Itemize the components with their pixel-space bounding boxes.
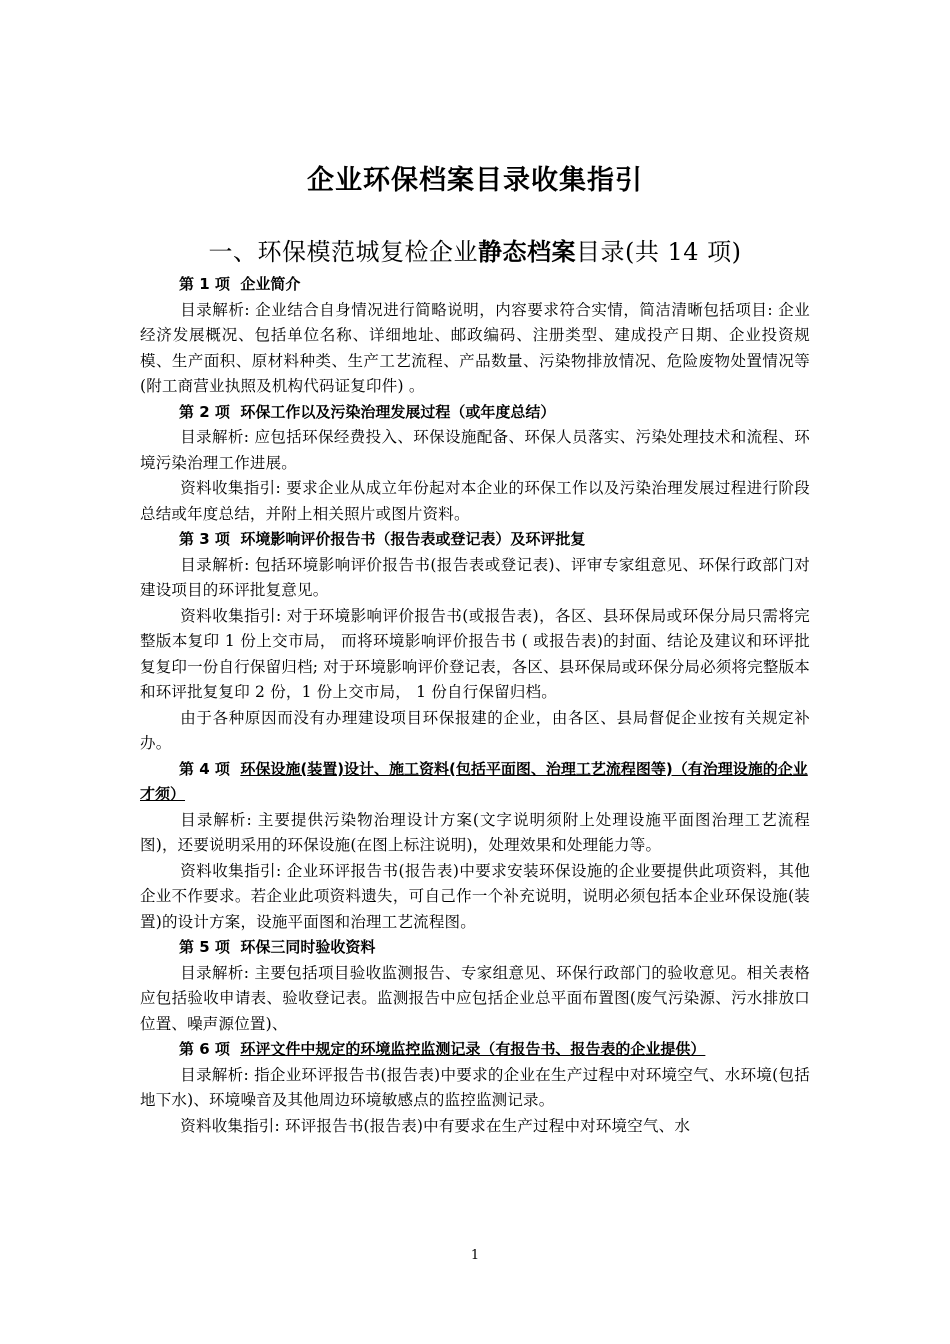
- item-heading: [140, 757, 810, 808]
- item-title: 环保设施(装置)设计、施工资料(包括平面图、治理工艺流程图等)（有治理设施的企业才须）: [140, 759, 808, 803]
- item-title: 环境影响评价报告书（报告表或登记表）及环评批复: [240, 530, 586, 548]
- item-paragraph: 目录解析: 应包括环保经费投入、环保设施配备、环保人员落实、污染处理技术和流程、环境污染治理工作进展。: [140, 428, 810, 472]
- item-title: 环保三同时验收资料: [240, 938, 376, 956]
- item-title: 环保工作以及污染治理发展过程（或年度总结）: [240, 402, 556, 421]
- item-heading: [140, 400, 810, 426]
- item-paragraph: 资料收集指引: 要求企业从成立年份起对本企业的环保工作以及污染治理发展过程进行阶段总结或年度总结，并附上相关照片或图片资料。: [140, 479, 810, 523]
- item-heading: [140, 935, 810, 961]
- item-paragraph: 资料收集指引: 对于环境影响评价报告书(或报告表)，各区、县环保局或环保分局只需将完整版本复印 1 份上交市局， 而将环境影响评价报告书 ( 或报告表)的封面、结论及建议和环评批复复印一份自行保留归档; 对于环境影响评价登记表，各区、县环保局或环保分局必须将完整版本和环评批复复印 2 份，1 份上交市局， 1 份自行保留归档。: [140, 606, 810, 701]
- document-body: [140, 272, 810, 1139]
- item-paragraph: 目录解析: 包括环境影响评价报告书(报告表或登记表)、评审专家组意见、环保行政部门对建设项目的环评批复意见。: [140, 555, 810, 599]
- item-number: 第 2 项: [179, 402, 230, 421]
- item-title: 企业简介: [240, 275, 301, 293]
- item-paragraph: 目录解析: 主要包括项目验收监测报告、专家组意见、环保行政部门的验收意见。相关表格应包括验收申请表、验收登记表。监测报告中应包括企业总平面布置图(废气污染源、污水排放口位置、噪声源位置)、: [140, 963, 810, 1033]
- item-heading: [140, 1037, 810, 1063]
- page-number: 1: [470, 1248, 480, 1263]
- item-number: 第 6 项: [179, 1040, 230, 1058]
- item-number: 第 5 项: [179, 938, 230, 956]
- document-title: 企业环保档案目录收集指引: [307, 165, 643, 196]
- item-number: 第 3 项: [179, 530, 230, 548]
- item-title: 环评文件中规定的环境监控监测记录（有报告书、报告表的企业提供）: [240, 1040, 706, 1058]
- item-paragraph: 资料收集指引: 企业环评报告书(报告表)中要求安装环保设施的企业要提供此项资料，其他企业不作要求。若企业此项资料遗失，可自己作一个补充说明，说明必须包括本企业环保设施(装置)的设计方案，设施平面图和治理工艺流程图。: [140, 861, 810, 931]
- item-number: 第 4 项: [179, 759, 230, 778]
- section-heading-bold: 静态档案: [477, 238, 576, 266]
- item-paragraph: 由于各种原因而没有办理建设项目环保报建的企业，由各区、县局督促企业按有关规定补办。: [140, 708, 810, 752]
- item-paragraph: 目录解析: 指企业环评报告书(报告表)中要求的企业在生产过程中对环境空气、水环境(包括地下水)、环境噪音及其他周边环境敏感点的监控监测记录。: [140, 1065, 810, 1109]
- item-paragraph: 资料收集指引: 环评报告书(报告表)中有要求在生产过程中对环境空气、水: [180, 1116, 691, 1135]
- section-heading-prefix: 一、环保模范城复检企业: [208, 238, 478, 266]
- item-number: 第 1 项: [179, 275, 230, 293]
- section-heading-suffix: 目录(共 14 项): [575, 238, 742, 266]
- item-paragraph: 目录解析: 企业结合自身情况进行简略说明，内容要求符合实情，简洁清晰包括项目: 企业经济发展概况、包括单位名称、详细地址、邮政编码、注册类型、建成投产日期、企业投资规模、生产面积、原材料种类、生产工艺流程、产品数量、污染物排放情况、危险废物处置情况等(附工商营业执照及机构代码证复印件) 。: [140, 300, 810, 395]
- item-heading: [140, 527, 810, 553]
- item-paragraph: 目录解析: 主要提供污染物治理设计方案(文字说明须附上处理设施平面图治理工艺流程图)，还要说明采用的环保设施(在图上标注说明)，处理效果和处理能力等。: [140, 810, 810, 854]
- item-heading: [140, 272, 810, 298]
- section-heading: [0, 232, 950, 267]
